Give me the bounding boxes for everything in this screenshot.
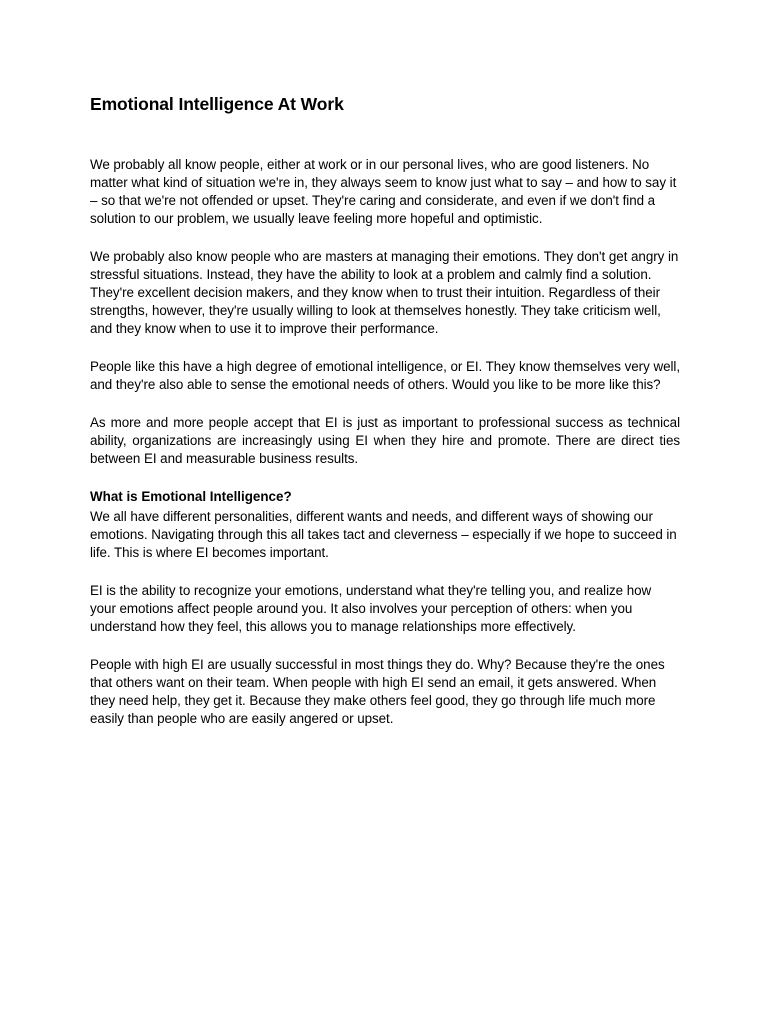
paragraph-high-ei: People like this have a high degree of emotional intelligence, or EI. They know themselves very well, and they're also able to sense the emotional needs of others. Would you like to be more like this?	[90, 359, 680, 392]
paragraph-high-ei-success: People with high EI are usually successful in most things they do. Why? Because they're the ones that others want on their team. When people with high EI send an email, it gets answered. When they need help, they get it. Because they make others feel good, they go through life much more easily than people who are easily angered or upset.	[90, 657, 665, 726]
paragraph-managing-emotions: We probably also know people who are masters at managing their emotions. They don't get angry in stressful situations. Instead, they have the ability to look at a problem and calmly find a solution. They're excellent decision makers, and they know when to trust their intuition. Regardless of their strengths, however, they're usually willing to look at themselves honestly. They take criticism well, and they know when to use it to improve their performance.	[90, 249, 679, 336]
document-title: Emotional Intelligence At Work	[90, 94, 344, 114]
paragraph-good-listeners: We probably all know people, either at work or in our personal lives, who are good listeners. No matter what kind of situation we're in, they always seem to know just what to say – and how to say it – so that we're not offended or upset. They're caring and considerate, and even if we don't find a solution to our problem, we usually leave feeling more hopeful and optimistic.	[90, 157, 677, 226]
paragraph-personalities: We all have different personalities, different wants and needs, and different ways of showing our emotions. Navigating through this all takes tact and cleverness – especially if we hope to succeed in life. This is where EI becomes important.	[90, 509, 677, 560]
paragraph-ei-definition: EI is the ability to recognize your emotions, understand what they're telling you, and realize how your emotions affect people around you. It also involves your perception of others: when you understand how they feel, this allows you to manage relationships more effectively.	[90, 583, 652, 634]
paragraph-professional-success: As more and more people accept that EI is just as important to professional success as technical ability, organizations are increasingly using EI when they hire and promote. There are direct ties between EI and measurable business results.	[90, 415, 680, 466]
section-heading: What is Emotional Intelligence?	[90, 489, 292, 504]
document-page	[90, 92, 680, 748]
